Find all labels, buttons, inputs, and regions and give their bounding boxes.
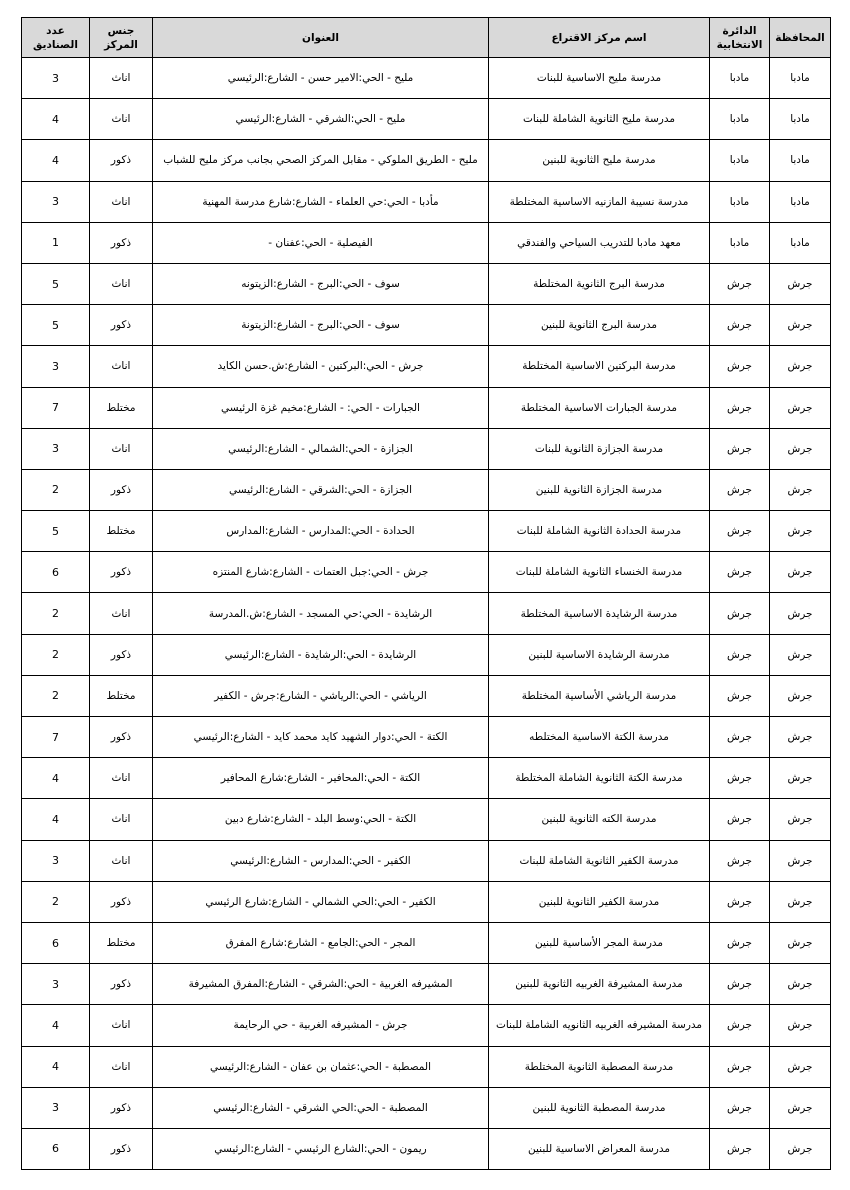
cell-center-name: مدرسة المصطبة الثانوية للبنين [489,1087,710,1128]
cell-boxes: 3 [22,181,90,222]
cell-governorate: جرش [770,469,831,510]
table-row [22,799,831,840]
cell-center-name: مدرسة مليح الثانوية الشاملة للبنات [489,99,710,140]
cell-governorate: جرش [770,881,831,922]
cell-center-name: مدرسة المشيرفة الغربيه الثانوية للبنين [489,964,710,1005]
table-row [22,140,831,181]
cell-gender: اناث [90,799,153,840]
cell-boxes: 4 [22,1005,90,1046]
cell-boxes: 1 [22,222,90,263]
cell-governorate: جرش [770,1005,831,1046]
cell-district: جرش [710,552,770,593]
header-boxes: عدد الصناديق [22,18,90,58]
cell-boxes: 2 [22,469,90,510]
cell-governorate: جرش [770,552,831,593]
table-row [22,758,831,799]
cell-address: الفيصلية - الحي:عفنان - [153,222,489,263]
cell-district: مادبا [710,58,770,99]
cell-district: جرش [710,469,770,510]
cell-gender: ذكور [90,1128,153,1169]
cell-gender: ذكور [90,469,153,510]
polling-centers-table [21,17,831,1170]
cell-center-name: مدرسة الرياشي الأساسية المختلطة [489,675,710,716]
cell-center-name: مدرسة مليح الثانوية للبنين [489,140,710,181]
cell-address: جرش - المشيرفه الغربية - حي الرحايمة [153,1005,489,1046]
table-row [22,1087,831,1128]
cell-boxes: 6 [22,1128,90,1169]
cell-gender: اناث [90,181,153,222]
cell-boxes: 6 [22,922,90,963]
cell-boxes: 5 [22,511,90,552]
header-row [22,18,831,58]
table-row [22,634,831,675]
cell-center-name: مدرسة البرج الثانوية المختلطة [489,263,710,304]
table-row [22,346,831,387]
cell-district: جرش [710,881,770,922]
cell-district: جرش [710,346,770,387]
table-row [22,1046,831,1087]
header-district: الدائرة الانتخابية [710,18,770,58]
cell-address: المصطبة - الحي:عثمان بن عفان - الشارع:الرئيسي [153,1046,489,1087]
cell-address: الرشايدة - الحي:حي المسجد - الشارع:ش.المدرسة [153,593,489,634]
cell-boxes: 4 [22,758,90,799]
cell-governorate: جرش [770,964,831,1005]
cell-gender: اناث [90,99,153,140]
cell-gender: مختلط [90,387,153,428]
cell-boxes: 3 [22,346,90,387]
cell-governorate: جرش [770,428,831,469]
cell-district: مادبا [710,181,770,222]
cell-district: جرش [710,964,770,1005]
cell-center-name: مدرسة البرج الثانوية للبنين [489,305,710,346]
cell-center-name: مدرسة البركتين الاساسية المختلطة [489,346,710,387]
cell-district: جرش [710,305,770,346]
cell-address: الكتة - الحي:دوار الشهيد كايد محمد كايد - الشارع:الرئيسي [153,717,489,758]
cell-boxes: 3 [22,964,90,1005]
cell-center-name: مدرسة الكفير الثانوية للبنين [489,881,710,922]
cell-center-name: مدرسة نسيبة المازنيه الاساسية المختلطة [489,181,710,222]
cell-center-name: مدرسة الكتة الثانوية الشاملة المختلطة [489,758,710,799]
table-row [22,717,831,758]
cell-center-name: مدرسة المشيرفه الغربيه الثانويه الشاملة للبنات [489,1005,710,1046]
cell-center-name: مدرسة مليح الاساسية للبنات [489,58,710,99]
cell-boxes: 3 [22,428,90,469]
cell-gender: مختلط [90,511,153,552]
cell-district: جرش [710,1046,770,1087]
cell-center-name: مدرسة الرشايدة الاساسية للبنين [489,634,710,675]
table-row [22,964,831,1005]
cell-gender: ذكور [90,881,153,922]
cell-center-name: مدرسة الجبارات الاساسية المختلطة [489,387,710,428]
cell-boxes: 2 [22,634,90,675]
cell-gender: ذكور [90,552,153,593]
table-row [22,181,831,222]
cell-governorate: جرش [770,675,831,716]
cell-address: الكفير - الحي:الحي الشمالي - الشارع:شارع الرئيسي [153,881,489,922]
cell-boxes: 4 [22,1046,90,1087]
cell-address: جرش - الحي:البركتين - الشارع:ش.حسن الكايد [153,346,489,387]
cell-address: المجر - الحي:الجامع - الشارع:شارع المفرق [153,922,489,963]
cell-address: مليح - الحي:الامير حسن - الشارع:الرئيسي [153,58,489,99]
cell-address: الجبارات - الحي: - الشارع:مخيم غزة الرئيسي [153,387,489,428]
cell-address: مليح - الطريق الملوكي - مقابل المركز الصحي بجانب مركز مليح للشباب [153,140,489,181]
cell-boxes: 2 [22,881,90,922]
table-row [22,1128,831,1169]
cell-district: جرش [710,1087,770,1128]
table-row [22,99,831,140]
table-row [22,840,831,881]
table-row [22,675,831,716]
cell-center-name: مدرسة الرشايدة الاساسية المختلطة [489,593,710,634]
table-row [22,305,831,346]
cell-district: جرش [710,840,770,881]
cell-gender: ذكور [90,1087,153,1128]
cell-district: جرش [710,1005,770,1046]
cell-gender: ذكور [90,140,153,181]
cell-gender: اناث [90,428,153,469]
cell-gender: اناث [90,593,153,634]
cell-address: الكتة - الحي:وسط البلد - الشارع:شارع دبين [153,799,489,840]
cell-district: مادبا [710,222,770,263]
header-address: العنوان [153,18,489,58]
cell-district: جرش [710,675,770,716]
cell-district: جرش [710,799,770,840]
cell-district: جرش [710,758,770,799]
cell-gender: اناث [90,840,153,881]
table-row [22,922,831,963]
cell-boxes: 7 [22,717,90,758]
table-row [22,469,831,510]
cell-district: جرش [710,1128,770,1169]
cell-district: جرش [710,593,770,634]
header-center-name: اسم مركز الاقتراع [489,18,710,58]
cell-governorate: جرش [770,717,831,758]
cell-governorate: جرش [770,634,831,675]
cell-governorate: جرش [770,799,831,840]
cell-boxes: 3 [22,1087,90,1128]
cell-governorate: مادبا [770,58,831,99]
cell-center-name: مدرسة المجر الأساسية للبنين [489,922,710,963]
cell-address: الرشايدة - الحي:الرشايدة - الشارع:الرئيسي [153,634,489,675]
cell-gender: ذكور [90,305,153,346]
cell-boxes: 4 [22,140,90,181]
cell-district: جرش [710,922,770,963]
cell-address: المصطبة - الحي:الحي الشرقي - الشارع:الرئيسي [153,1087,489,1128]
cell-center-name: معهد مادبا للتدريب السياحي والفندقي [489,222,710,263]
cell-gender: ذكور [90,964,153,1005]
cell-center-name: مدرسة الكته الثانوية للبنين [489,799,710,840]
cell-address: المشيرفه الغربية - الحي:الشرقي - الشارع:المفرق المشيرفة [153,964,489,1005]
cell-gender: اناث [90,1005,153,1046]
cell-governorate: جرش [770,840,831,881]
cell-governorate: جرش [770,1128,831,1169]
table-body [22,58,831,1170]
cell-governorate: جرش [770,511,831,552]
cell-district: جرش [710,263,770,304]
cell-governorate: جرش [770,1087,831,1128]
table-row [22,58,831,99]
table-row [22,263,831,304]
cell-district: جرش [710,634,770,675]
cell-address: الكتة - الحي:المحافير - الشارع:شارع المحافير [153,758,489,799]
cell-gender: ذكور [90,222,153,263]
cell-district: جرش [710,717,770,758]
cell-address: مأدبا - الحي:حي العلماء - الشارع:شارع مدرسة المهنية [153,181,489,222]
header-gender: جنس المركز [90,18,153,58]
table-row [22,593,831,634]
cell-center-name: مدرسة الكفير الثانوية الشاملة للبنات [489,840,710,881]
cell-address: الجزازة - الحي:الشمالي - الشارع:الرئيسي [153,428,489,469]
header-governorate: المحافظة [770,18,831,58]
cell-governorate: مادبا [770,99,831,140]
table-header [22,18,831,58]
cell-center-name: مدرسة المصطبة الثانوية المختلطة [489,1046,710,1087]
cell-center-name: مدرسة الحدادة الثانوية الشاملة للبنات [489,511,710,552]
cell-governorate: جرش [770,305,831,346]
cell-boxes: 4 [22,799,90,840]
cell-governorate: جرش [770,1046,831,1087]
cell-boxes: 5 [22,263,90,304]
cell-district: جرش [710,387,770,428]
cell-governorate: مادبا [770,140,831,181]
cell-boxes: 2 [22,593,90,634]
cell-district: مادبا [710,99,770,140]
cell-district: جرش [710,511,770,552]
cell-governorate: جرش [770,263,831,304]
cell-address: الكفير - الحي:المدارس - الشارع:الرئيسي [153,840,489,881]
cell-governorate: جرش [770,593,831,634]
cell-center-name: مدرسة الكتة الاساسية المختلطه [489,717,710,758]
cell-governorate: جرش [770,387,831,428]
cell-governorate: مادبا [770,222,831,263]
table-row [22,428,831,469]
cell-address: الرياشي - الحي:الرياشي - الشارع:جرش - الكفير [153,675,489,716]
cell-governorate: جرش [770,346,831,387]
table-row [22,1005,831,1046]
cell-center-name: مدرسة الجزازة الثانوية للبنات [489,428,710,469]
table-row [22,387,831,428]
cell-boxes: 7 [22,387,90,428]
cell-district: جرش [710,428,770,469]
cell-gender: اناث [90,758,153,799]
cell-gender: مختلط [90,675,153,716]
cell-gender: اناث [90,1046,153,1087]
cell-center-name: مدرسة الخنساء الثانوية الشاملة للبنات [489,552,710,593]
cell-governorate: جرش [770,758,831,799]
cell-address: ريمون - الحي:الشارع الرئيسي - الشارع:الرئيسي [153,1128,489,1169]
table-row [22,552,831,593]
cell-boxes: 2 [22,675,90,716]
cell-boxes: 4 [22,99,90,140]
cell-address: الجزازة - الحي:الشرقي - الشارع:الرئيسي [153,469,489,510]
table-row [22,511,831,552]
cell-gender: ذكور [90,717,153,758]
cell-gender: اناث [90,263,153,304]
cell-gender: ذكور [90,634,153,675]
cell-gender: اناث [90,58,153,99]
cell-address: سوف - الحي:البرج - الشارع:الزيتونه [153,263,489,304]
cell-address: مليح - الحي:الشرقي - الشارع:الرئيسي [153,99,489,140]
cell-address: سوف - الحي:البرج - الشارع:الزيتونة [153,305,489,346]
cell-district: مادبا [710,140,770,181]
cell-center-name: مدرسة الجزازة الثانوية للبنين [489,469,710,510]
cell-boxes: 6 [22,552,90,593]
cell-address: جرش - الحي:جبل العتمات - الشارع:شارع المنتزه [153,552,489,593]
cell-boxes: 3 [22,840,90,881]
cell-center-name: مدرسة المعراض الاساسية للبنين [489,1128,710,1169]
cell-boxes: 5 [22,305,90,346]
cell-boxes: 3 [22,58,90,99]
cell-gender: اناث [90,346,153,387]
cell-gender: مختلط [90,922,153,963]
cell-governorate: مادبا [770,181,831,222]
table-row [22,881,831,922]
cell-address: الحدادة - الحي:المدارس - الشارع:المدارس [153,511,489,552]
cell-governorate: جرش [770,922,831,963]
table-row [22,222,831,263]
